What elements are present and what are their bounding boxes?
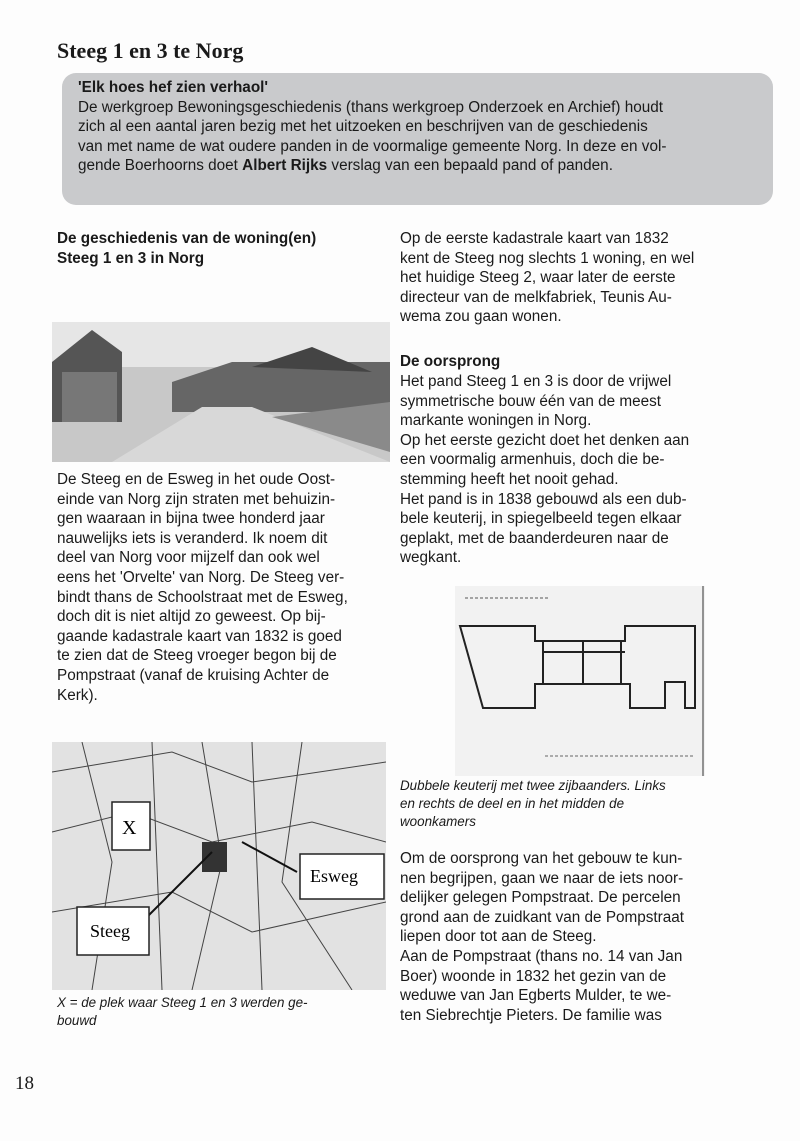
body-line: bindt thans de Schoolstraat met de Esweg,: [57, 588, 348, 606]
body-line: Kerk).: [57, 686, 98, 704]
body-line: Op het eerste gezicht doet het denken aan: [400, 431, 690, 449]
floor-plan-drawing: [455, 586, 705, 776]
body-line: grond aan de zuidkant van de Pompstraat: [400, 908, 685, 926]
article-title: Steeg 1 en 3 te Norg: [57, 38, 244, 63]
map-label-steeg: Steeg: [90, 921, 130, 941]
body-line: Om de oorsprong van het gebouw te kun-: [400, 850, 683, 867]
intro-heading: 'Elk hoes hef zien verhaol': [78, 79, 269, 96]
body-line: Boer) woonde in 1832 het gezin van de: [400, 967, 667, 985]
heading-line: De geschiedenis van de woning(en): [57, 230, 317, 247]
intro-line: De werkgroep Bewoningsgeschiedenis (thans werkgroep Onderzoek en Archief) houdt: [78, 98, 664, 116]
body-line: wema zou gaan wonen.: [400, 308, 562, 326]
body-line: liepen door tot aan de Steeg.: [400, 928, 597, 946]
body-line: wegkant.: [400, 549, 462, 567]
intro-line: zich al een aantal jaren bezig met het uitzoeken en beschrijven van de geschiedenis: [78, 118, 648, 135]
body-line: Het pand is in 1838 gebouwd als een dub-: [400, 490, 687, 508]
body-line: Aan de Pompstraat (thans no. 14 van Jan: [400, 947, 683, 965]
body-line: een voormalig armenhuis, doch die be-: [400, 451, 665, 469]
body-line: deel van Norg voor mijzelf dan ook wel: [57, 549, 320, 567]
body-line: einde van Norg zijn straten met behuizin-: [57, 490, 336, 508]
body-line: Op de eerste kadastrale kaart van 1832: [400, 230, 669, 247]
right-body-2: [400, 372, 689, 568]
intro-line: van met name de wat oudere panden in de voormalige gemeente Norg. In deze en vol-: [78, 137, 667, 155]
caption-line: bouwd: [57, 1013, 97, 1028]
intro-text: gende Boerhoorns doet: [78, 157, 243, 174]
left-heading: [57, 229, 316, 268]
body-line: nen begrijpen, gaan we naar de iets noor-: [400, 869, 684, 887]
right-body-3: [400, 849, 684, 1025]
cadastral-map: [52, 742, 386, 990]
body-line: Pompstraat (vanaf de kruising Achter de: [57, 666, 330, 684]
body-line: het huidige Steeg 2, waar later de eerste: [400, 269, 676, 287]
author-name: Albert Rijks: [242, 157, 328, 174]
street-photo: [52, 322, 390, 462]
page-number: 18: [15, 1073, 34, 1094]
body-line: kent de Steeg nog slechts 1 woning, en wel: [400, 249, 695, 267]
body-line: doch dit is niet altijd zo geweest. Op bij-: [57, 608, 326, 626]
floor-plan-caption: [400, 777, 666, 831]
body-line: symmetrische bouw één van de meest: [400, 392, 662, 410]
caption-line: woonkamers: [400, 814, 476, 829]
body-line: stemming heeft het nooit gehad.: [400, 470, 619, 488]
caption-line: Dubbele keuterij met twee zijbaanders. Links: [400, 778, 666, 793]
body-line: markante woningen in Norg.: [400, 412, 592, 430]
body-line: delijker gelegen Pompstraat. De percelen: [400, 889, 681, 907]
body-line: gaande kadastrale kaart van 1832 is goed: [57, 627, 342, 645]
map-label-x: X: [122, 817, 137, 839]
body-line: eens het 'Orvelte' van Norg. De Steeg ver-: [57, 568, 345, 586]
intro-text: verslag van een bepaald pand of panden.: [327, 157, 613, 174]
body-line: ten Siebrechtje Pieters. De familie was: [400, 1006, 662, 1024]
heading-line: Steeg 1 en 3 in Norg: [57, 249, 205, 267]
body-line: te zien dat de Steeg vroeger begon bij de: [57, 647, 337, 665]
right-body-1: [400, 229, 694, 327]
body-line: gen waaraan in bijna twee honderd jaar: [57, 510, 325, 528]
intro-box: [62, 73, 773, 205]
map-caption: [57, 994, 308, 1030]
intro-line: [78, 156, 773, 176]
body-line: bele keuterij, in spiegelbeeld tegen elkaar: [400, 510, 682, 528]
body-line: geplakt, met de baanderdeuren naar de: [400, 529, 669, 547]
body-line: Het pand Steeg 1 en 3 is door de vrijwel: [400, 373, 672, 390]
section-heading-oorsprong: De oorsprong: [400, 353, 501, 370]
left-body: [57, 470, 348, 705]
caption-line: X = de plek waar Steeg 1 en 3 werden ge-: [57, 995, 308, 1010]
body-line: directeur van de melkfabriek, Teunis Au-: [400, 288, 672, 306]
body-line: weduwe van Jan Egberts Mulder, te we-: [400, 987, 672, 1005]
body-line: De Steeg en de Esweg in het oude Oost-: [57, 471, 336, 488]
caption-line: en rechts de deel en in het midden de: [400, 796, 625, 811]
map-label-esweg: Esweg: [310, 866, 358, 886]
body-line: nauwelijks iets is veranderd. Ik noem dit: [57, 529, 328, 547]
